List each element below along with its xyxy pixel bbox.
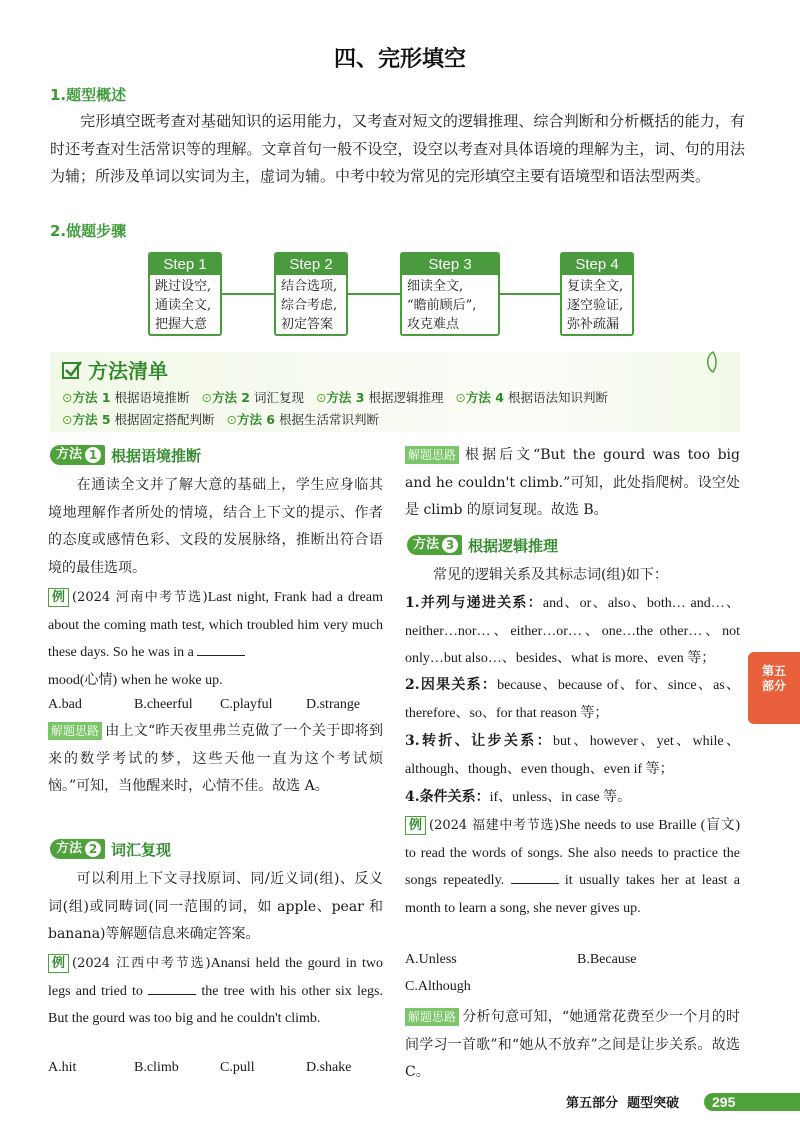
method2-analysis: 解题思路 根据后文“But the gourd was too big and he couldn't climb.”可知，此处指爬树。设空处是 climb 的原词复现。故选 B。 xyxy=(405,447,740,518)
step-label: Step 4 xyxy=(562,254,632,275)
method2-options: A.hit B.climb C.pull D.shake xyxy=(48,1060,352,1075)
method2-heading: 方法 2 词汇复现 xyxy=(50,838,171,860)
step-line-text: 综合考虑, xyxy=(281,298,338,313)
method3-options: A.Unless B.Because xyxy=(405,952,637,967)
method1-heading: 方法 1 根据语境推断 xyxy=(50,444,201,466)
footer-label: 第五部分 题型突破 xyxy=(566,1096,680,1111)
method3-intro: 常见的逻辑关系及其标志词(组)如下： xyxy=(433,567,668,583)
method3-analysis: 解题思路 分析句意可知，“她通常花费至少一个月的时间学习一首歌”和“她从不放弃”之间是让步关系。故选 C。 xyxy=(405,1009,740,1080)
step-card xyxy=(400,252,500,336)
method-list-title: 方法清单 xyxy=(88,359,168,383)
section-side-tab: 第五 部分 xyxy=(748,652,800,724)
method1-example: 例 (2024 河南中考节选)Last night, Frank had a dream about the coming math test, which troubled him very much these days. So he was in a mood(心情) when he woke up. xyxy=(48,590,383,688)
method3-options: C.Although xyxy=(405,979,471,994)
step-line-text: 结合选项, xyxy=(281,279,338,294)
method1-analysis: 解题思路 由上文“昨天夜里弗兰克做了一个关于即将到来的数学考试的梦，这些天他一直为这个考试烦恼。”可知，当他醒来时，心情不佳。故选 A。 xyxy=(48,723,383,794)
step-card xyxy=(148,252,222,336)
method-badge: 方法 1 xyxy=(50,445,105,465)
method-list-row: ⊙方法 1 根据语境推断 ⊙方法 2 词汇复现 ⊙方法 3 根据逻辑推理 ⊙方法 4 根据语法知识判断 xyxy=(62,390,608,405)
overview-text: 完形填空既考查对基础知识的运用能力，又考查对短文的逻辑推理、综合判断和分析概括的能力，有时还考查对生活常识等的理解。文章首句一般不设空，设空以考查对具体语境的理解为主，词、句的用法为辅；所涉及单词以实词为主，虚词为辅。中考中较为常见的完形填空主要有语境型和语法型两类。 xyxy=(50,112,745,185)
step-line-text: 弥补疏漏 xyxy=(567,317,620,332)
method2-text: 可以利用上下文寻找原词、同/近义词(组)、反义词(组)或同畴词(同一范围的词，如 apple、pear 和 banana)等解题信息来确定答案。 xyxy=(48,871,383,942)
step-connector xyxy=(222,293,274,295)
step-card xyxy=(560,252,634,336)
method3-item: 4.条件关系：if、unless、in case 等。 xyxy=(405,789,632,805)
step-line-text: 攻克难点 xyxy=(407,317,460,332)
step-label: Step 1 xyxy=(150,254,220,275)
method1-options: A.bad B.cheerful C.playful D.strange xyxy=(48,697,361,712)
step-line-text: 逐空验证, xyxy=(567,298,624,313)
step-line-text: 跳过设空, xyxy=(155,279,212,294)
leaf-icon xyxy=(700,350,726,376)
method-badge: 方法 2 xyxy=(50,839,105,859)
step-line-text: 初定答案 xyxy=(281,317,334,332)
method3-item: 1.并列与递进关系：and、or、also、both… and…、neither…nor…、either…or…、one…the other…、not only…but also…、besides、what is more、even 等； xyxy=(405,595,740,666)
method3-item: 2.因果关系：because、because of、for、since、as、therefore、so、for that reason 等； xyxy=(405,677,740,721)
step-line-text: “瞻前顾后”, xyxy=(407,298,477,313)
page-title: 四、完形填空 xyxy=(333,47,466,72)
overview-heading: 1.题型概述 xyxy=(50,86,127,104)
step-line-text: 细读全文, xyxy=(407,279,464,294)
method3-item: 3.转折、让步关系：but、however、yet、while、although、though、even though、even if 等； xyxy=(405,733,741,777)
checkbox-icon xyxy=(62,360,82,380)
method3-example: 例 (2024 福建中考节选)She needs to use Braille (盲文) to read the words of songs. She also needs to practice the songs repeatedly. it usually takes her at least a month to learn a song, she never gives up. xyxy=(405,818,740,916)
step-line-text: 通读全文, xyxy=(155,298,212,313)
step-line-text: 复读全文, xyxy=(567,279,624,294)
method3-heading: 方法 3 根据逻辑推理 xyxy=(407,534,558,556)
steps-heading: 2.做题步骤 xyxy=(50,222,127,240)
step-connector xyxy=(348,293,400,295)
method2-example: 例 (2024 江西中考节选)Anansi held the gourd in two legs and tried to the tree with his other six legs. But the gourd was too big and he couldn't climb. xyxy=(48,956,384,1026)
method-badge: 方法 3 xyxy=(407,535,462,555)
step-connector xyxy=(500,293,560,295)
method1-text: 在通读全文并了解大意的基础上，学生应身临其境地理解作者所处的情境，结合上下文的提示、作者的态度或感情色彩、文段的发展脉络，推断出符合语境的最佳选项。 xyxy=(48,477,383,576)
step-line-text: 把握大意 xyxy=(155,317,208,332)
page-number: 295 xyxy=(712,1094,736,1110)
step-label: Step 2 xyxy=(276,254,346,275)
step-card xyxy=(274,252,348,336)
step-label: Step 3 xyxy=(402,254,498,275)
method-list-row: ⊙方法 5 根据固定搭配判断 ⊙方法 6 根据生活常识判断 xyxy=(62,412,380,427)
